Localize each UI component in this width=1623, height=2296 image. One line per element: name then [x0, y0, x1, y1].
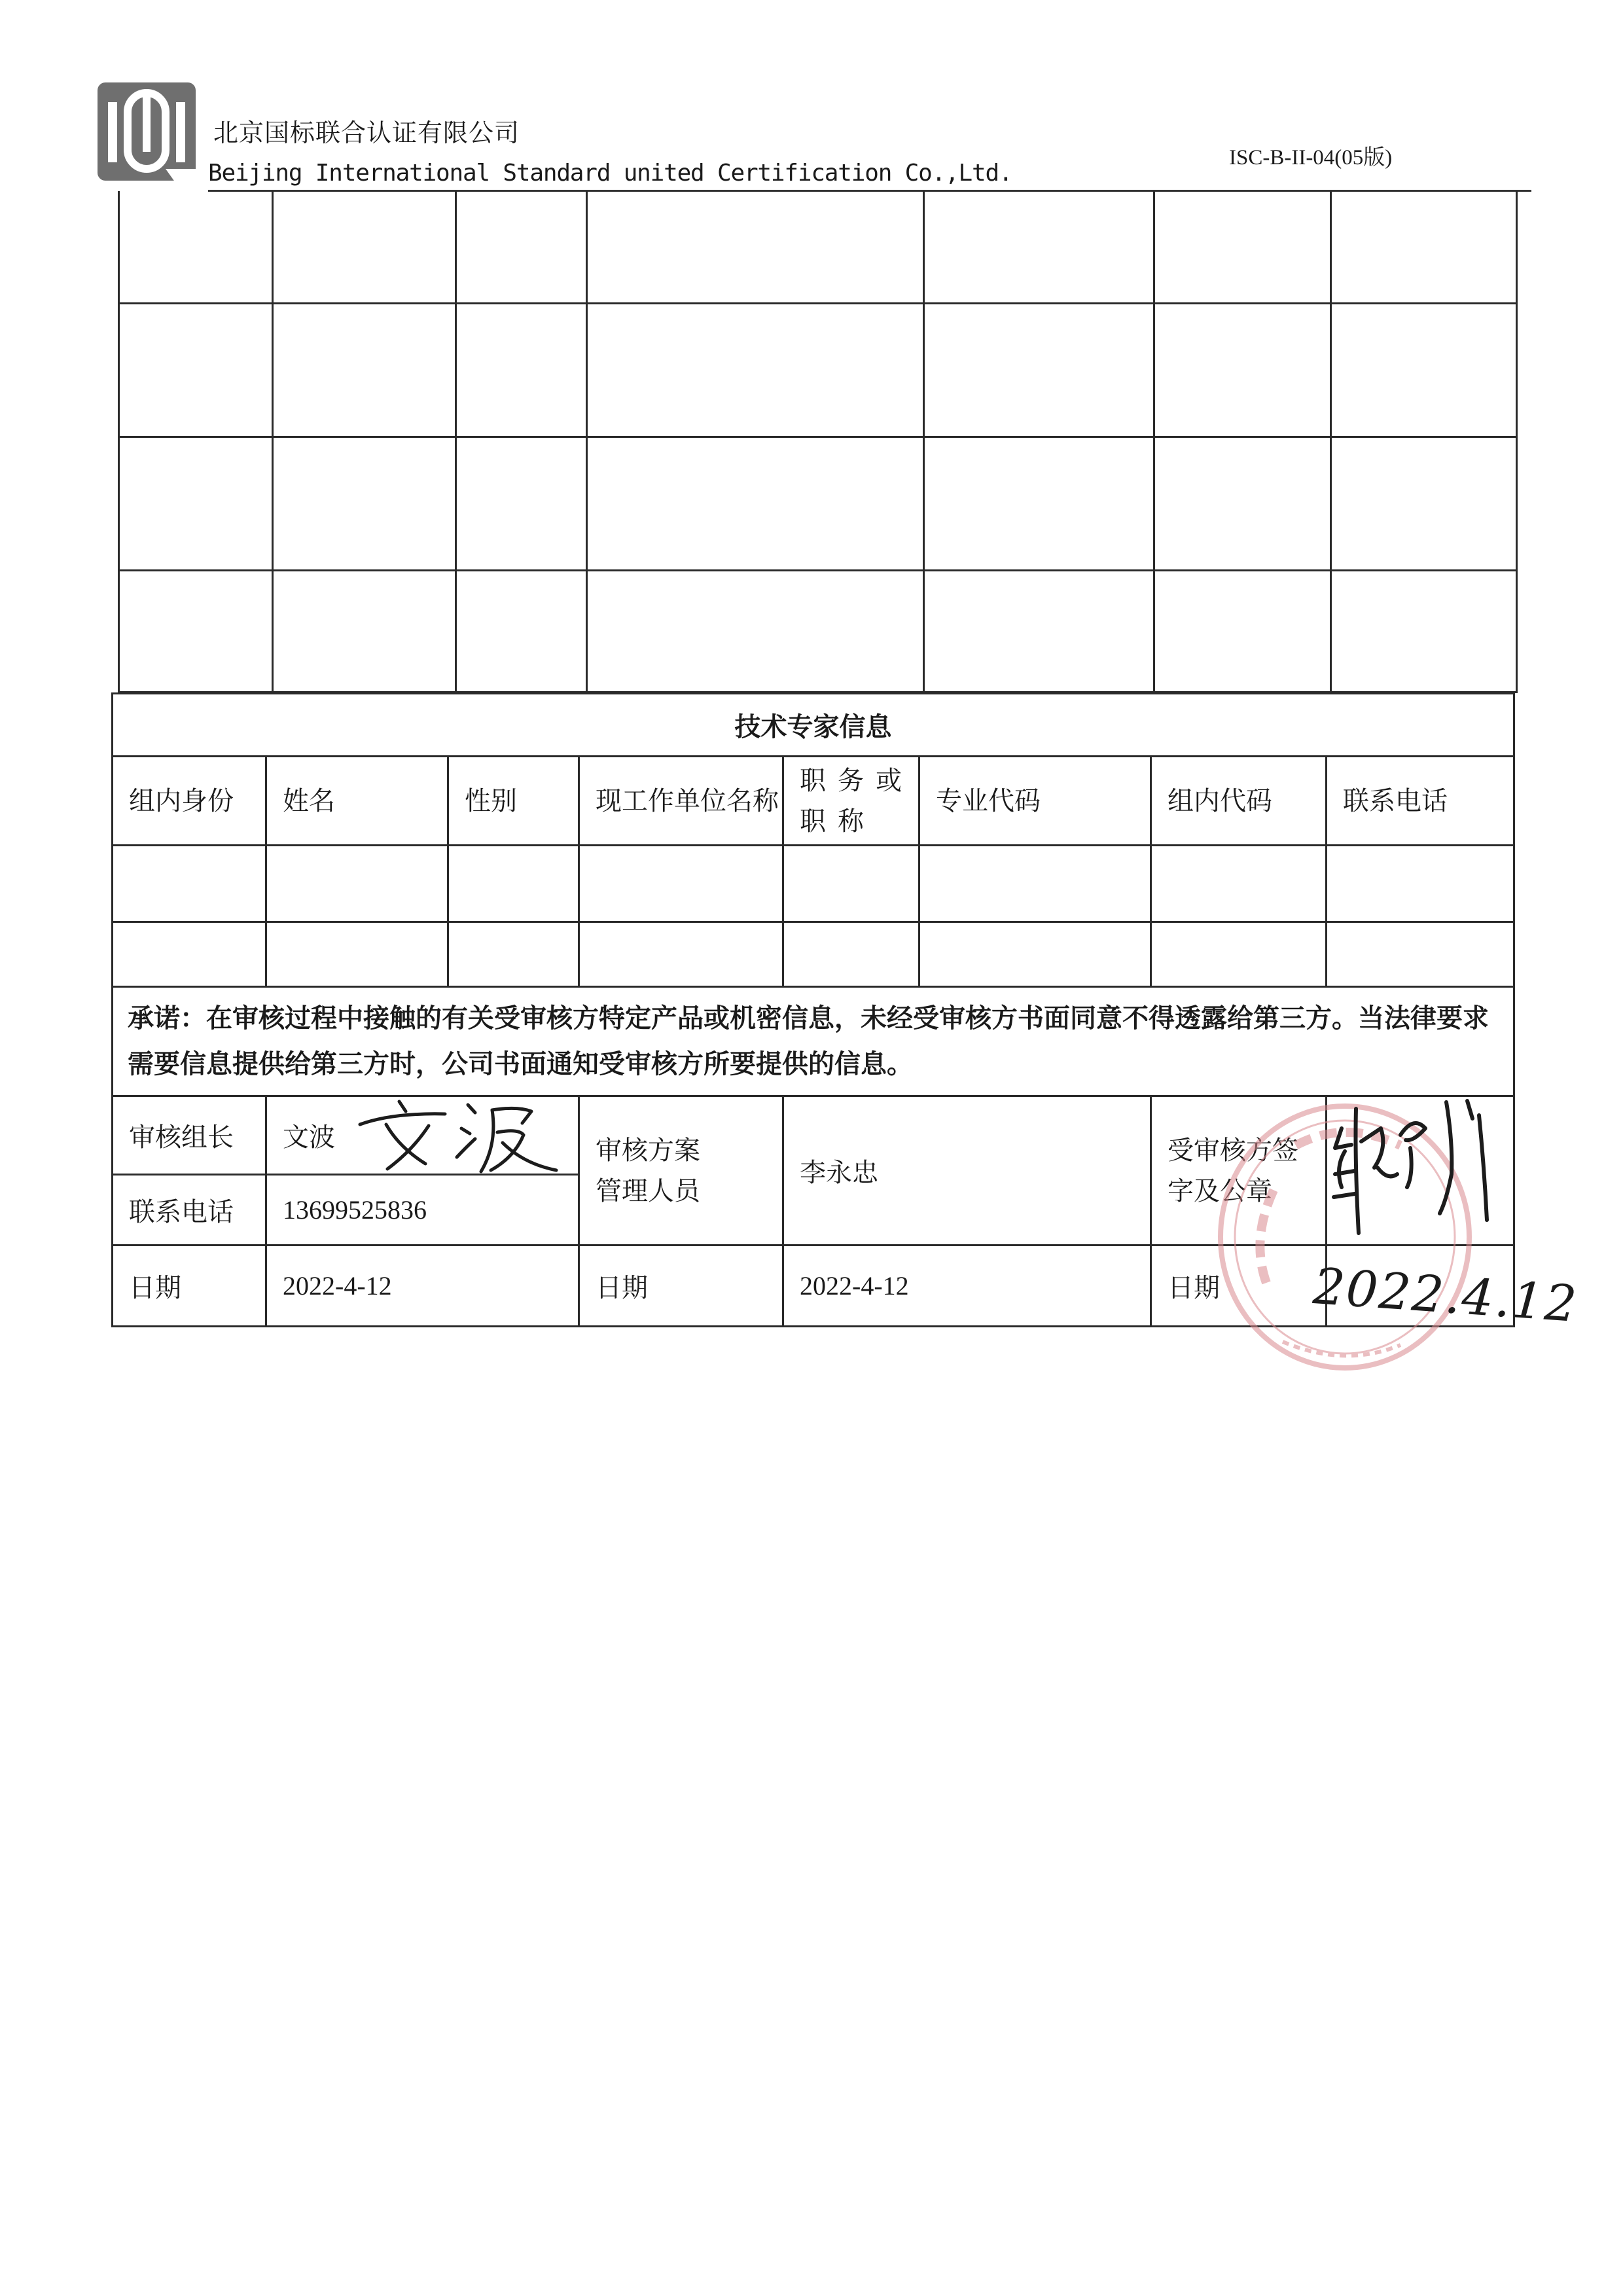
col-header-name: 姓名: [266, 757, 448, 846]
table-cell: [266, 846, 448, 922]
table-row: [119, 437, 1517, 570]
table-cell: [587, 303, 924, 437]
table-cell: [448, 846, 579, 922]
col-header-title: 职务或职称: [783, 757, 919, 846]
table-cell: [266, 922, 448, 987]
auditee-handwritten-signature: [1315, 1089, 1512, 1246]
leader-name: 文波: [266, 1096, 579, 1175]
table-cell: [456, 303, 587, 437]
table-row: [119, 303, 1517, 437]
auditee-handwritten-date-wrapper: [1311, 1257, 1580, 1335]
table-cell: [273, 437, 456, 570]
table-cell: [919, 846, 1151, 922]
date-label: 日期: [579, 1246, 783, 1327]
table-cell: [919, 922, 1151, 987]
table-cell: [119, 570, 273, 692]
table-cell: [113, 922, 266, 987]
expert-row: [113, 922, 1514, 987]
table-cell: [579, 922, 783, 987]
table-cell: [783, 922, 919, 987]
table-cell: [273, 191, 456, 303]
table-cell: [1331, 437, 1517, 570]
table-cell: [924, 437, 1154, 570]
section-title: 技术专家信息: [113, 694, 1514, 757]
document-code: ISC-B-II-04(05版): [1229, 146, 1393, 170]
table-cell: [456, 570, 587, 692]
expert-header-row: [113, 757, 1514, 846]
table-cell: [579, 846, 783, 922]
table-cell: [456, 191, 587, 303]
table-cell: [587, 570, 924, 692]
table-cell: [1151, 846, 1327, 922]
leader-date: 2022-4-12: [266, 1246, 579, 1327]
table-cell: [1331, 570, 1517, 692]
table-cell: [273, 303, 456, 437]
table-cell: [113, 846, 266, 922]
col-header-employer: 现工作单位名称: [579, 757, 783, 846]
table-cell: [783, 846, 919, 922]
company-logo: [94, 77, 205, 188]
audit-team-table-continued: [118, 191, 1518, 693]
table-cell: [1327, 846, 1514, 922]
confidentiality-promise: 承诺：在审核过程中接触的有关受审核方特定产品或机密信息，未经受审核方书面同意不得透露给第三方。当法律要求需要信息提供给第三方时，公司书面通知受审核方所要提供的信息。: [113, 987, 1514, 1096]
col-header-group-code: 组内代码: [1151, 757, 1327, 846]
table-cell: [1331, 191, 1517, 303]
table-cell: [119, 303, 273, 437]
table-cell: [1154, 191, 1331, 303]
leader-phone: 13699525836: [266, 1175, 579, 1246]
company-name-en: Beijing International Standard united Certification Co.,Ltd.: [208, 160, 1012, 187]
leader-label: 审核组长: [113, 1096, 266, 1175]
plan-manager-name: 李永忠: [783, 1096, 1151, 1246]
col-header-phone: 联系电话: [1327, 757, 1514, 846]
col-header-gender: 性别: [448, 757, 579, 846]
plan-manager-date: 2022-4-12: [783, 1246, 1151, 1327]
table-cell: [924, 191, 1154, 303]
table-cell: [1331, 303, 1517, 437]
table-row: [119, 191, 1517, 303]
table-cell: [924, 303, 1154, 437]
confidentiality-row: [113, 987, 1514, 1096]
phone-label: 联系电话: [113, 1175, 266, 1246]
plan-manager-label: 审核方案管理人员: [579, 1096, 783, 1246]
expert-row: [113, 846, 1514, 922]
table-cell: [1154, 570, 1331, 692]
table-cell: [587, 191, 924, 303]
table-cell: [119, 191, 273, 303]
date-label: 日期: [113, 1246, 266, 1327]
leader-handwritten-signature: [347, 1085, 563, 1190]
table-row: [119, 570, 1517, 692]
date-label: 日期: [1151, 1246, 1327, 1327]
table-cell: [119, 437, 273, 570]
auditee-sign-label: 受审核方签字及公章: [1151, 1096, 1327, 1246]
table-cell: [448, 922, 579, 987]
table-cell: [924, 570, 1154, 692]
table-cell: [1151, 922, 1327, 987]
table-cell: [456, 437, 587, 570]
company-name-cn: 北京国标联合认证有限公司: [213, 118, 520, 147]
table-cell: [273, 570, 456, 692]
table-cell: [587, 437, 924, 570]
table-cell: [1154, 303, 1331, 437]
table-cell: [1327, 922, 1514, 987]
section-title-row: [113, 694, 1514, 757]
auditee-handwritten-date: 2022.4.12: [1311, 1257, 1580, 1334]
table-cell: [1154, 437, 1331, 570]
col-header-specialty-code: 专业代码: [919, 757, 1151, 846]
col-header-role: 组内身份: [113, 757, 266, 846]
